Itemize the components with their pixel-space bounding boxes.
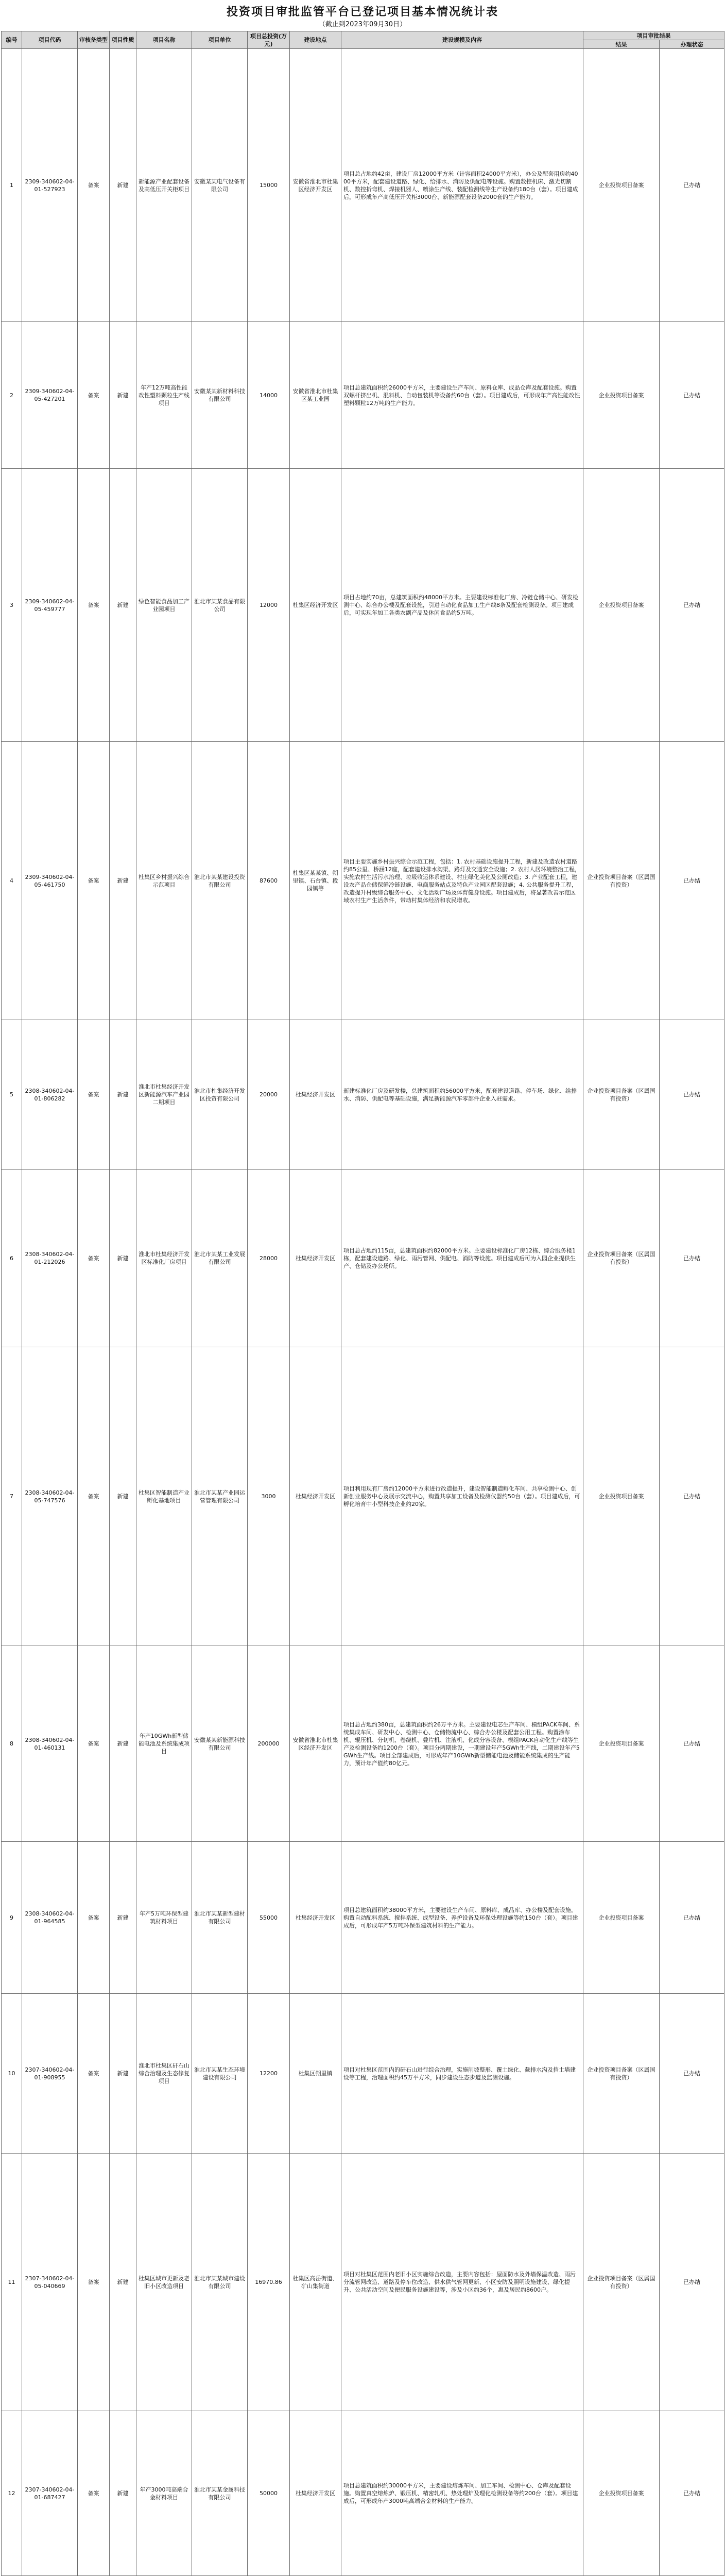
row-code: 2308-340602-04-01-806282 — [22, 1020, 78, 1170]
row-content: 项目总占地约380亩，总建筑面积约26万平方米。主要建设电芯生产车间、模组PACK车间、系统集成车间、研发中心、检测中心、仓储物流中心、综合办公楼及配套公用工程。购置涂布机、辊压机、分切机、卷绕机、叠片机、注液机、化成分容设备、模组PACK自动化生产线等生产及检测设备约1200台（套）。项目分两期建设，一期建设年产5GWh生产线，二期建设年产5GWh生产线。项目全部建成后，可形成年产10GWh新型储能电池及储能系统集成的生产能力，预计年产值约80亿元。 — [341, 1646, 583, 1842]
row-result: 企业投资项目备案（区属国有投资） — [583, 742, 660, 1020]
row-owner: 淮北市某某新型建材有限公司 — [192, 1842, 248, 1994]
table-row — [2, 2411, 724, 2576]
project-table — [1, 31, 724, 2576]
row-owner: 安徽某某新能源科技有限公司 — [192, 1646, 248, 1842]
row-name: 绿色智能食品加工产业园项目 — [136, 469, 192, 742]
row-location: 杜集经济开发区 — [290, 1842, 341, 1994]
row-name: 年产5万吨环保型建筑材料项目 — [136, 1842, 192, 1994]
col-code: 项目代码 — [22, 31, 78, 49]
row-result: 企业投资项目备案（区属国有投资） — [583, 2154, 660, 2411]
row-nature: 新建 — [110, 469, 136, 742]
row-code: 2308-340602-04-01-964585 — [22, 1842, 78, 1994]
row-name: 年产3000吨高端合金材料项目 — [136, 2411, 192, 2576]
row-owner: 淮北市某某工业发展有限公司 — [192, 1170, 248, 1347]
row-name: 年产10GWh新型储能电池及系统集成项目 — [136, 1646, 192, 1842]
row-location: 杜集区朔里镇 — [290, 1994, 341, 2154]
row-owner: 安徽某某电气设备有限公司 — [192, 49, 248, 322]
row-status: 已办结 — [660, 1842, 724, 1994]
col-nature: 项目性质 — [110, 31, 136, 49]
row-code: 2308-340602-04-01-212026 — [22, 1170, 78, 1347]
row-invest: 16970.86 — [248, 2154, 290, 2411]
row-code: 2307-340602-04-05-040669 — [22, 2154, 78, 2411]
row-nature: 新建 — [110, 322, 136, 469]
row-invest: 3000 — [248, 1347, 290, 1646]
row-invest: 12000 — [248, 469, 290, 742]
row-approval: 备案 — [78, 1347, 110, 1646]
row-approval: 备案 — [78, 1994, 110, 2154]
row-result: 企业投资项目备案（区属国有投资） — [583, 1994, 660, 2154]
row-status: 已办结 — [660, 2411, 724, 2576]
row-seq: 5 — [2, 1020, 22, 1170]
col-seq: 编号 — [2, 31, 22, 49]
row-location: 杜集区经济开发区 — [290, 469, 341, 742]
row-code: 2309-340602-04-05-461750 — [22, 742, 78, 1020]
row-location: 杜集经济开发区 — [290, 1170, 341, 1347]
row-code: 2309-340602-04-05-427201 — [22, 322, 78, 469]
row-nature: 新建 — [110, 2154, 136, 2411]
row-approval: 备案 — [78, 469, 110, 742]
row-code: 2307-340602-04-01-687427 — [22, 2411, 78, 2576]
row-approval: 备案 — [78, 1170, 110, 1347]
row-content: 项目对杜集区范围内老旧小区实施综合改造，主要内容包括：屋面防水及外墙保温改造、雨污分流管网改造、道路及停车位改造、供水供气管网更新、小区安防及照明设施建设、绿化提升、公共活动空间及便民服务设施建设等，涉及小区约36个，惠及居民约8600户。 — [341, 2154, 583, 2411]
row-nature: 新建 — [110, 49, 136, 322]
col-content: 建设规模及内容 — [341, 31, 583, 49]
row-nature: 新建 — [110, 1170, 136, 1347]
col-status: 办理状态 — [660, 40, 724, 49]
row-seq: 4 — [2, 742, 22, 1020]
row-seq: 7 — [2, 1347, 22, 1646]
row-status: 已办结 — [660, 2154, 724, 2411]
row-approval: 备案 — [78, 2154, 110, 2411]
row-approval: 备案 — [78, 1020, 110, 1170]
row-location: 杜集经济开发区 — [290, 1020, 341, 1170]
row-owner: 淮北市某某城市建设有限公司 — [192, 2154, 248, 2411]
row-owner: 安徽某某新材料科技有限公司 — [192, 322, 248, 469]
table-row — [2, 1994, 724, 2154]
row-location: 杜集经济开发区 — [290, 1347, 341, 1646]
row-code: 2308-340602-04-05-747576 — [22, 1347, 78, 1646]
row-code: 2309-340602-04-05-459777 — [22, 469, 78, 742]
row-invest: 15000 — [248, 49, 290, 322]
row-result: 企业投资项目备案 — [583, 322, 660, 469]
row-status: 已办结 — [660, 1347, 724, 1646]
row-name: 新能源产业配套设备及高低压开关柜项目 — [136, 49, 192, 322]
row-name: 淮北市杜集经济开发区标准化厂房项目 — [136, 1170, 192, 1347]
row-owner: 淮北市某某金属科技有限公司 — [192, 2411, 248, 2576]
table-row — [2, 1347, 724, 1646]
col-invest: 项目总投资(万元) — [248, 31, 290, 49]
col-location: 建设地点 — [290, 31, 341, 49]
row-owner: 淮北市某某产业园运营管理有限公司 — [192, 1347, 248, 1646]
row-invest: 14000 — [248, 322, 290, 469]
row-content: 项目主要实施乡村振兴综合示范工程，包括：1. 农村基础设施提升工程，新建及改造农村道路约85公里、桥涵12座，配套建设排水沟渠、路灯及交通安全设施；2. 农村人居环境整治工程，实施农村生活污水治理、垃圾收运体系建设、村庄绿化美化及公厕改造；3. 产业配套工程，建设农产品仓储保鲜冷链设施、电商服务站点及特色产业园区配套设施；4. 公共服务提升工程，改造提升村级综合服务中心、文化活动广场及体育健身设施。项目建成后，将显著改善示范区域农村生产生活条件，带动村集体经济和农民增收。 — [341, 742, 583, 1020]
row-approval: 备案 — [78, 1646, 110, 1842]
row-seq: 12 — [2, 2411, 22, 2576]
row-status: 已办结 — [660, 49, 724, 322]
table-row — [2, 1170, 724, 1347]
table-row — [2, 1842, 724, 1994]
row-invest: 87600 — [248, 742, 290, 1020]
row-seq: 11 — [2, 2154, 22, 2411]
table-row — [2, 1020, 724, 1170]
row-nature: 新建 — [110, 1347, 136, 1646]
row-nature: 新建 — [110, 1020, 136, 1170]
row-location: 杜集区高岳街道、矿山集街道 — [290, 2154, 341, 2411]
row-approval: 备案 — [78, 2411, 110, 2576]
row-content: 项目总建筑面积约26000平方米，主要建设生产车间、原料仓库、成品仓库及配套设施。购置双螺杆挤出机、混料机、自动包装机等设备约60台（套）。项目建成后，可形成年产高性能改性塑料颗粒12万吨的生产能力。 — [341, 322, 583, 469]
row-result: 企业投资项目备案 — [583, 2411, 660, 2576]
row-seq: 8 — [2, 1646, 22, 1842]
table-row — [2, 322, 724, 469]
row-invest: 200000 — [248, 1646, 290, 1842]
row-name: 杜集区智能制造产业孵化基地项目 — [136, 1347, 192, 1646]
row-approval: 备案 — [78, 322, 110, 469]
row-status: 已办结 — [660, 1646, 724, 1842]
row-owner: 淮北市某某生态环境建设有限公司 — [192, 1994, 248, 2154]
row-result: 企业投资项目备案 — [583, 1347, 660, 1646]
row-invest: 55000 — [248, 1842, 290, 1994]
col-results-group: 项目审批结果 — [583, 31, 724, 40]
row-invest: 28000 — [248, 1170, 290, 1347]
row-content: 新建标准化厂房及研发楼，总建筑面积约56000平方米，配套建设道路、停车场、绿化、给排水、消防、供配电等基础设施，满足新能源汽车零部件企业入驻需求。 — [341, 1020, 583, 1170]
row-status: 已办结 — [660, 1020, 724, 1170]
row-invest: 12200 — [248, 1994, 290, 2154]
table-body — [2, 49, 724, 2576]
row-owner: 淮北市某某建设投资有限公司 — [192, 742, 248, 1020]
row-invest: 50000 — [248, 2411, 290, 2576]
row-seq: 6 — [2, 1170, 22, 1347]
row-nature: 新建 — [110, 1646, 136, 1842]
row-approval: 备案 — [78, 1842, 110, 1994]
row-seq: 1 — [2, 49, 22, 322]
row-seq: 2 — [2, 322, 22, 469]
page-subtitle: （截止到2023年09月30日） — [318, 21, 407, 28]
row-nature: 新建 — [110, 1994, 136, 2154]
page-title: 投资项目审批监管平台已登记项目基本情况统计表 — [226, 6, 498, 19]
row-content: 项目总建筑面积约38000平方米，主要建设生产车间、原料库、成品库、办公楼及配套设施。购置自动配料系统、搅拌系统、成型设备、养护设备及环保处理设施等约150台（套）。项目建成后，可形成年产5万吨环保型建筑材料的生产能力。 — [341, 1842, 583, 1994]
row-status: 已办结 — [660, 469, 724, 742]
table-row — [2, 49, 724, 322]
table-row — [2, 2154, 724, 2411]
row-seq: 9 — [2, 1842, 22, 1994]
row-content: 项目总占地约42亩，建设厂房12000平方米（计容面积24000平方米），办公及配套用房约4000平方米，配套建设道路、绿化、给排水、消防及供配电等设施。购置数控机床、激光切割机、数控折弯机、焊接机器人、喷涂生产线、装配检测线等生产设备约180台（套）。项目建成后，可形成年产高低压开关柜3000台、新能源配套设备2000套的生产能力。 — [341, 49, 583, 322]
row-result: 企业投资项目备案（区属国有投资） — [583, 1170, 660, 1347]
row-result: 企业投资项目备案 — [583, 469, 660, 742]
row-nature: 新建 — [110, 2411, 136, 2576]
row-status: 已办结 — [660, 742, 724, 1020]
row-content: 项目总建筑面积约30000平方米，主要建设熔炼车间、加工车间、检测中心、仓库及配套设施。购置真空熔炼炉、锻压机、精密轧机、热处理炉及理化检测设备等约200台（套）。项目建成后，可形成年产3000吨高端合金材料的生产能力。 — [341, 2411, 583, 2576]
table-row — [2, 742, 724, 1020]
row-approval: 备案 — [78, 49, 110, 322]
row-name: 杜集区城市更新及老旧小区改造项目 — [136, 2154, 192, 2411]
row-location: 杜集经济开发区 — [290, 2411, 341, 2576]
row-location: 安徽省淮北市杜集区经济开发区 — [290, 1646, 341, 1842]
row-name: 淮北市杜集经济开发区新能源汽车产业园二期项目 — [136, 1020, 192, 1170]
col-name: 项目名称 — [136, 31, 192, 49]
col-owner: 项目单位 — [192, 31, 248, 49]
row-location: 安徽省淮北市杜集区某工业园 — [290, 322, 341, 469]
row-status: 已办结 — [660, 1170, 724, 1347]
row-name: 淮北市杜集区矸石山综合治理及生态修复项目 — [136, 1994, 192, 2154]
row-result: 企业投资项目备案 — [583, 1646, 660, 1842]
row-status: 已办结 — [660, 1994, 724, 2154]
row-name: 年产12万吨高性能改性塑料颗粒生产线项目 — [136, 322, 192, 469]
row-result: 企业投资项目备案 — [583, 1842, 660, 1994]
col-approval: 审核备类型 — [78, 31, 110, 49]
row-nature: 新建 — [110, 742, 136, 1020]
row-content: 项目利用现有厂房约12000平方米进行改造提升，建设智能制造孵化车间、共享检测中心、创新创业服务中心及展示交流中心，购置共享加工设备及检测仪器约50台（套）。项目建成后，可孵化培育中小型科技企业约20家。 — [341, 1347, 583, 1646]
row-content: 项目占地约70亩，总建筑面积约48000平方米。主要建设标准化厂房、冷链仓储中心、研发检测中心、综合办公楼及配套设施，引进自动化食品加工生产线8条及配套检测设备。项目建成后，可实现年加工各类农副产品及休闲食品约5万吨。 — [341, 469, 583, 742]
row-approval: 备案 — [78, 742, 110, 1020]
table-row — [2, 1646, 724, 1842]
row-seq: 10 — [2, 1994, 22, 2154]
row-content: 项目对杜集区范围内的矸石山进行综合治理，实施削坡整形、覆土绿化、截排水沟及挡土墙建设等工程，治理面积约45万平方米，同步建设生态步道及监测设施。 — [341, 1994, 583, 2154]
table-row — [2, 469, 724, 742]
row-name: 杜集区乡村振兴综合示范项目 — [136, 742, 192, 1020]
row-location: 杜集区某某镇、朔里镇、石台镇、段园镇等 — [290, 742, 341, 1020]
row-result: 企业投资项目备案（区属国有投资） — [583, 1020, 660, 1170]
row-status: 已办结 — [660, 322, 724, 469]
col-result: 结果 — [583, 40, 660, 49]
row-seq: 3 — [2, 469, 22, 742]
row-location: 安徽省淮北市杜集区经济开发区 — [290, 49, 341, 322]
row-owner: 淮北市杜集经济开发区投资有限公司 — [192, 1020, 248, 1170]
row-nature: 新建 — [110, 1842, 136, 1994]
row-invest: 20000 — [248, 1020, 290, 1170]
row-code: 2307-340602-04-01-908955 — [22, 1994, 78, 2154]
row-code: 2309-340602-04-01-527923 — [22, 49, 78, 322]
row-result: 企业投资项目备案 — [583, 49, 660, 322]
row-owner: 淮北市某某食品有限公司 — [192, 469, 248, 742]
row-content: 项目总占地约115亩，总建筑面积约82000平方米。主要建设标准化厂房12栋、综合服务楼1栋，配套建设道路、绿化、雨污管网、供配电、消防等设施。项目建成后可为入园企业提供生产、仓储及办公场所。 — [341, 1170, 583, 1347]
table-header-row-top — [2, 31, 724, 40]
row-code: 2308-340602-04-01-460131 — [22, 1646, 78, 1842]
